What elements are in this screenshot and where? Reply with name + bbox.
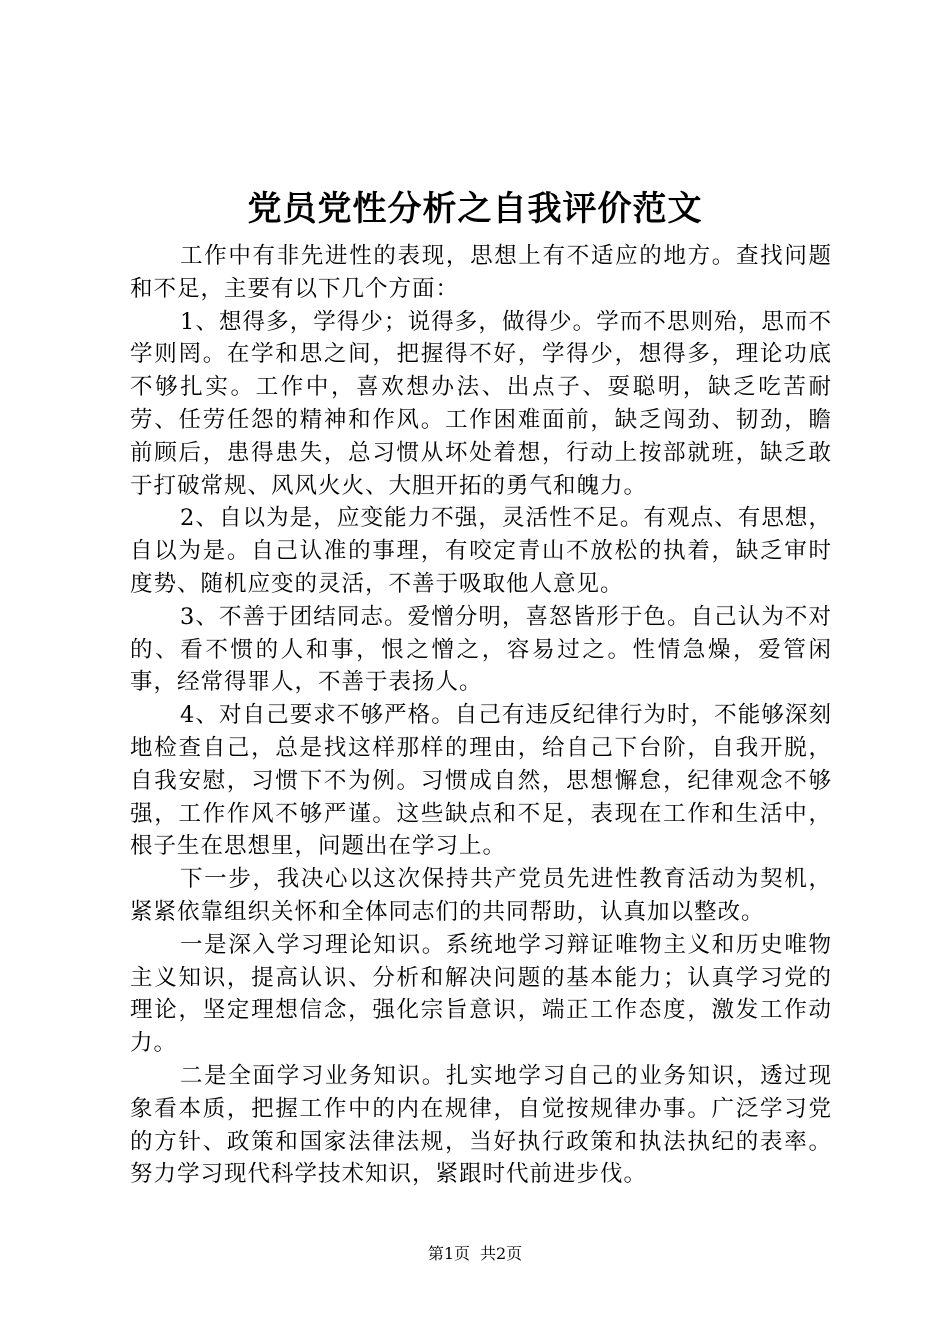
paragraph-next-step: 下一步，我决心以这次保持共产党员先进性教育活动为契机，紧紧依靠组织关怀和全体同志们的共同帮助，认真加以整改。 xyxy=(130,866,832,925)
paragraph-intro: 工作中有非先进性的表现，思想上有不适应的地方。查找问题和不足，主要有以下几个方面： xyxy=(130,243,832,302)
paragraph-point-1: 1、想得多，学得少；说得多，做得少。学而不思则殆，思而不学则罔。在学和思之间，把握得不好，学得少，想得多，理论功底不够扎实。工作中，喜欢想办法、出点子、耍聪明，缺乏吃苦耐劳、任劳任怨的精神和作风。工作困难面前，缺乏闯劲、韧劲，瞻前顾后，患得患失，总习惯从坏处着想，行动上按部就班，缺乏敢于打破常规、风风火火、大胆开拓的勇气和魄力。 xyxy=(130,308,832,499)
paragraph-measure-1: 一是深入学习理论知识。系统地学习辩证唯物主义和历史唯物主义知识，提高认识、分析和解决问题的基本能力；认真学习党的理论，坚定理想信念，强化宗旨意识，端正工作态度，激发工作动力。 xyxy=(130,931,832,1057)
document-body xyxy=(130,240,832,1191)
page-number-total: 共2页 xyxy=(480,1244,523,1263)
paragraph-point-3: 3、不善于团结同志。爱憎分明，喜怒皆形于色。自己认为不对的、看不惯的人和事，恨之憎之，容易过之。性情急燥，爱管闲事，经常得罪人，不善于表扬人。 xyxy=(130,603,832,696)
paragraph-point-2: 2、自以为是，应变能力不强，灵活性不足。有观点、有思想，自以为是。自己认准的事理，有咬定青山不放松的执着，缺乏审时度势、随机应变的灵活，不善于吸取他人意见。 xyxy=(130,505,832,597)
document-title: 党员党性分析之自我评价范文 xyxy=(247,189,703,229)
paragraph-point-4: 4、对自己要求不够严格。自己有违反纪律行为时，不能够深刻地检查自己，总是找这样那样的理由，给自己下台阶，自我开脱，自我安慰，习惯下不为例。习惯成自然，思想懈怠，纪律观念不够强，工作作风不够严谨。这些缺点和不足，表现在工作和生活中，根子生在思想里，问题出在学习上。 xyxy=(130,702,832,860)
paragraph-measure-2: 二是全面学习业务知识。扎实地学习自己的业务知识，透过现象看本质，把握工作中的内在规律，自觉按规律办事。广泛学习党的方针、政策和国家法律法规，当好执行政策和执法执纪的表率。努力学习现代科学技术知识，紧跟时代前进步伐。 xyxy=(130,1062,832,1188)
page-footer xyxy=(0,1242,950,1266)
page-number-current: 第1页 xyxy=(427,1244,470,1263)
